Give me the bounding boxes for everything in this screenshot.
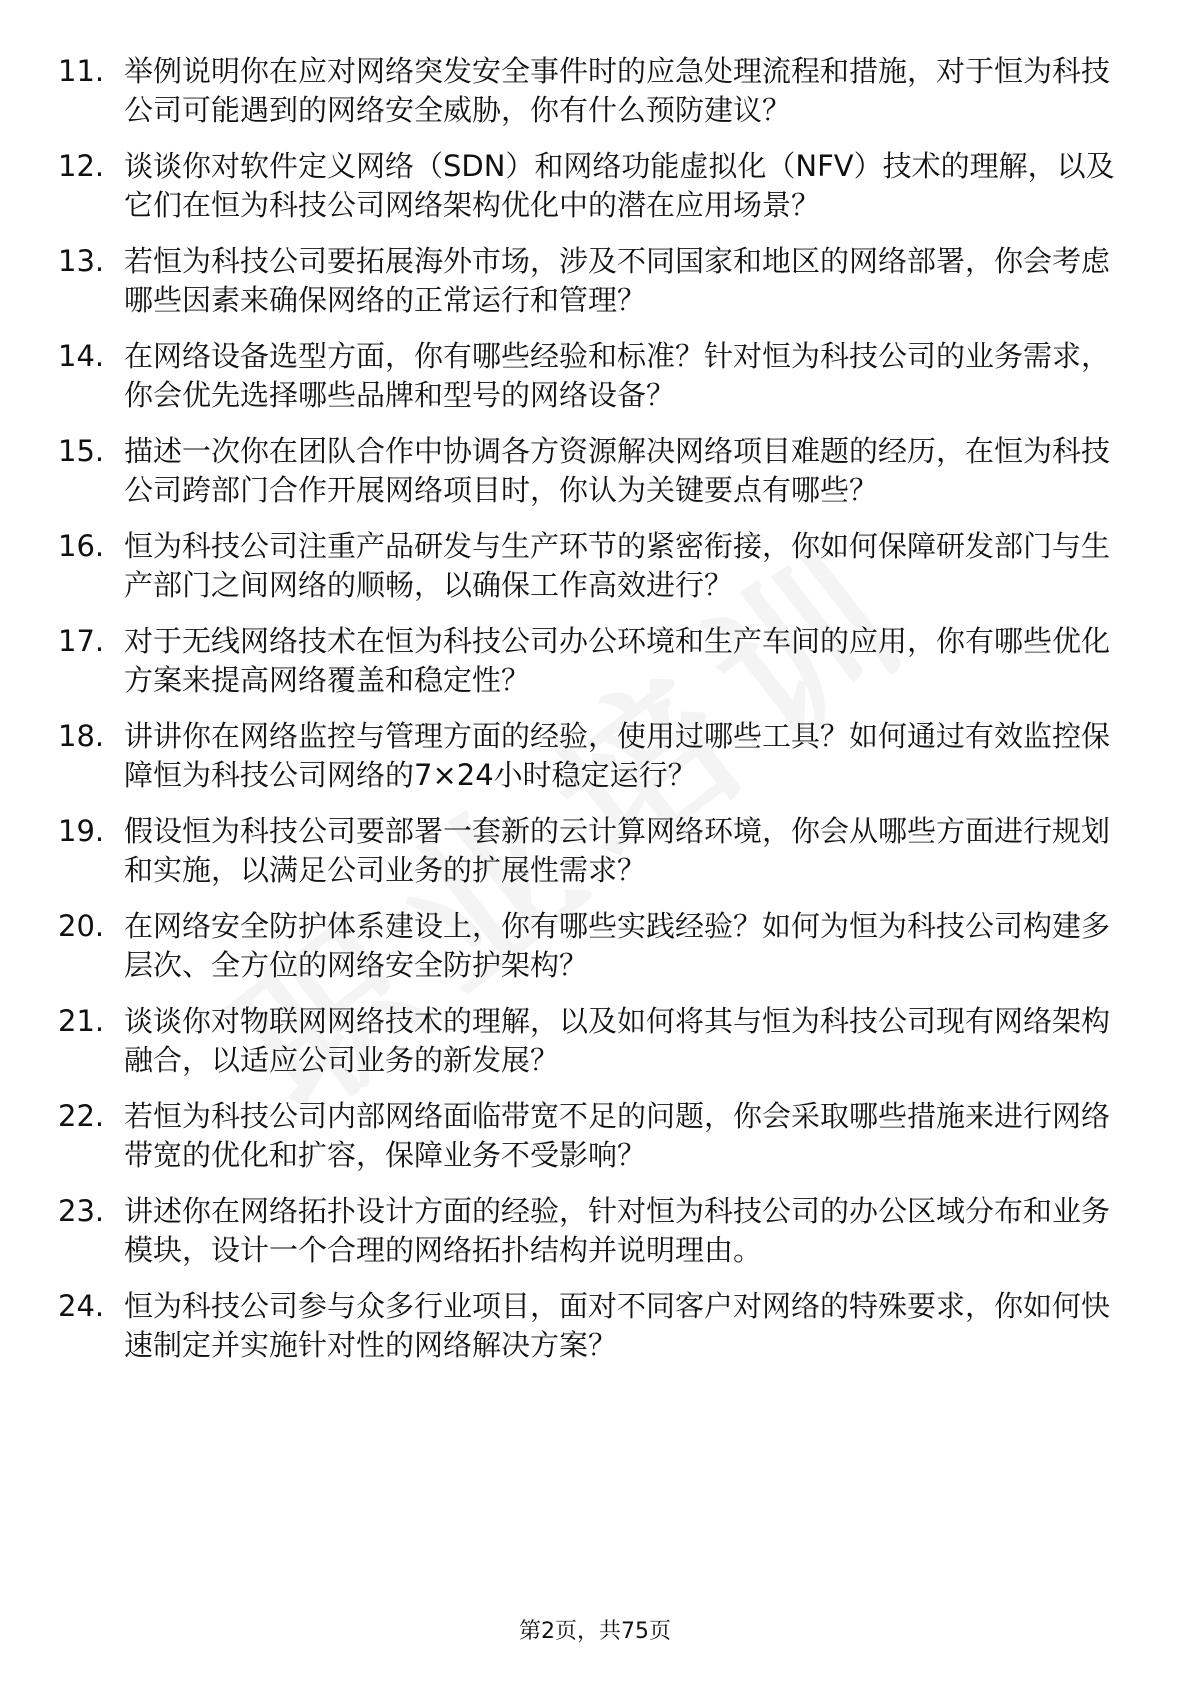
question-number: 23. [58, 1194, 105, 1228]
question-item [58, 1287, 1118, 1365]
question-item [58, 1002, 1118, 1080]
question-text: 讲讲你在网络监控与管理方面的经验，使用过哪些工具？如何通过有效监控保障恒为科技公司网络的7×24小时稳定运行？ [124, 719, 1111, 792]
question-text: 假设恒为科技公司要部署一套新的云计算网络环境，你会从哪些方面进行规划和实施，以满足公司业务的扩展性需求？ [124, 814, 1111, 887]
question-text: 谈谈你对物联网网络技术的理解，以及如何将其与恒为科技公司现有网络架构融合，以适应公司业务的新发展？ [124, 1004, 1111, 1077]
question-text: 举例说明你在应对网络突发安全事件时的应急处理流程和措施，对于恒为科技公司可能遇到的网络安全威胁，你有什么预防建议？ [124, 54, 1111, 127]
question-text: 在网络设备选型方面，你有哪些经验和标准？针对恒为科技公司的业务需求，你会优先选择哪些品牌和型号的网络设备？ [124, 339, 1111, 412]
question-item [58, 907, 1118, 985]
question-item [58, 242, 1118, 320]
question-item [58, 147, 1118, 225]
question-text: 恒为科技公司参与众多行业项目，面对不同客户对网络的特殊要求，你如何快速制定并实施针对性的网络解决方案？ [124, 1289, 1111, 1362]
question-text: 谈谈你对软件定义网络（SDN）和网络功能虚拟化（NFV）技术的理解，以及它们在恒为科技公司网络架构优化中的潜在应用场景？ [124, 149, 1115, 222]
question-text: 若恒为科技公司要拓展海外市场，涉及不同国家和地区的网络部署，你会考虑哪些因素来确保网络的正常运行和管理？ [124, 244, 1111, 317]
question-list [58, 52, 1118, 1382]
question-item [58, 337, 1118, 415]
question-item [58, 1097, 1118, 1175]
question-number: 12. [58, 149, 105, 183]
page-number-footer: 第2页，共75页 [519, 1619, 671, 1644]
question-number: 14. [58, 339, 105, 373]
question-number: 22. [58, 1099, 105, 1133]
question-item [58, 622, 1118, 700]
question-item [58, 432, 1118, 510]
question-number: 17. [58, 624, 105, 658]
question-number: 21. [58, 1004, 105, 1038]
question-item [58, 717, 1118, 795]
question-number: 13. [58, 244, 105, 278]
question-text: 描述一次你在团队合作中协调各方资源解决网络项目难题的经历，在恒为科技公司跨部门合作开展网络项目时，你认为关键要点有哪些？ [124, 434, 1111, 507]
question-item [58, 527, 1118, 605]
question-number: 11. [58, 54, 105, 88]
question-number: 20. [58, 909, 105, 943]
question-text: 对于无线网络技术在恒为科技公司办公环境和生产车间的应用，你有哪些优化方案来提高网络覆盖和稳定性？ [124, 624, 1111, 697]
question-text: 恒为科技公司注重产品研发与生产环节的紧密衔接，你如何保障研发部门与生产部门之间网络的顺畅，以确保工作高效进行？ [124, 529, 1111, 602]
question-text: 讲述你在网络拓扑设计方面的经验，针对恒为科技公司的办公区域分布和业务模块，设计一个合理的网络拓扑结构并说明理由。 [124, 1194, 1111, 1267]
question-item [58, 52, 1118, 130]
question-number: 18. [58, 719, 105, 753]
question-item [58, 812, 1118, 890]
question-number: 15. [58, 434, 105, 468]
question-text: 若恒为科技公司内部网络面临带宽不足的问题，你会采取哪些措施来进行网络带宽的优化和扩容，保障业务不受影响？ [124, 1099, 1111, 1172]
question-item [58, 1192, 1118, 1270]
question-number: 16. [58, 529, 105, 563]
question-number: 24. [58, 1289, 105, 1323]
question-text: 在网络安全防护体系建设上，你有哪些实践经验？如何为恒为科技公司构建多层次、全方位的网络安全防护架构？ [124, 909, 1111, 982]
question-number: 19. [58, 814, 105, 848]
